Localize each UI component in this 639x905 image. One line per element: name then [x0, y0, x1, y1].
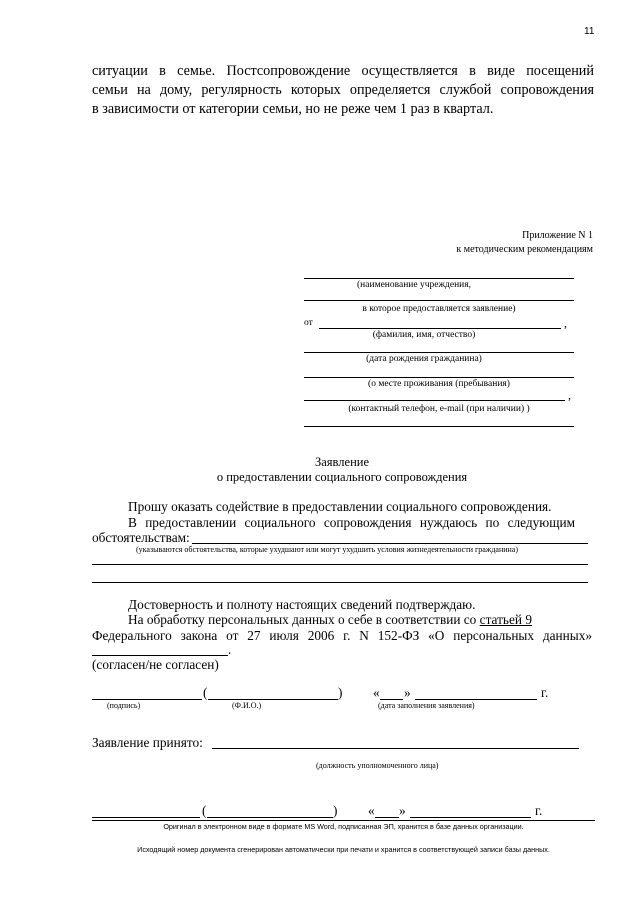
consent-line-1-text: На обработку персональных данных о себе в соответствии со	[128, 612, 477, 627]
footer-rule	[92, 820, 595, 821]
accepted-line[interactable]	[212, 748, 579, 749]
fio-sign-line[interactable]	[208, 699, 338, 700]
date-quote-close-2: »	[399, 803, 406, 818]
close-paren-2: )	[333, 803, 338, 818]
open-paren: (	[203, 685, 208, 700]
statement-subtitle: о предоставлении социального сопровождения	[216, 470, 468, 484]
page-number: 11	[584, 26, 595, 37]
footer-line-2: Исходящий номер документа сгенерирован автоматически при печати и хранится в соответствующей записи базы данных.	[137, 845, 550, 854]
date-quote-close: »	[404, 685, 411, 700]
appendix-title: Приложение N 1	[522, 230, 593, 241]
institution-line-2[interactable]	[304, 300, 574, 301]
institution-label-2: в которое предоставляется заявление)	[362, 304, 516, 314]
close-paren: )	[338, 685, 343, 700]
contact-label: (контактный телефон, e-mail (при наличии) )	[348, 404, 530, 414]
fio-line[interactable]	[319, 328, 561, 329]
appendix-heading	[456, 229, 593, 257]
signature-line-2[interactable]	[92, 817, 200, 818]
confirm-line: Достоверность и полноту настоящих сведений подтверждаю.	[128, 597, 476, 612]
position-label: (должность уполномоченного лица)	[316, 761, 439, 770]
extra-line[interactable]	[304, 426, 574, 427]
consent-line-1	[128, 612, 532, 628]
need-line: В предоставлении социального сопровождения нуждаюсь по следующим	[128, 515, 575, 530]
contact-line[interactable]	[304, 400, 565, 401]
circumstances-prefix: обстоятельствам:	[92, 530, 190, 545]
date-quote-open-2: «	[368, 803, 375, 818]
statement-heading	[92, 455, 592, 485]
date-label: (дата заполнения заявления)	[378, 701, 475, 710]
date-quote-open: «	[373, 685, 380, 700]
fio-comma: ,	[564, 316, 567, 330]
residence-label: (о месте проживания (пребывания)	[368, 379, 510, 389]
law-article-link[interactable]: статьей 9	[479, 612, 532, 627]
appendix-subtitle: к методическим рекомендациям	[456, 244, 593, 255]
statement-title: Заявление	[314, 455, 369, 469]
fio-sign-line-2[interactable]	[207, 817, 333, 818]
contact-comma: ,	[568, 388, 571, 402]
residence-line[interactable]	[304, 377, 574, 378]
consent-line[interactable]	[92, 655, 228, 656]
intro-line: семьи на дому, регулярность которых определяется службой сопровождения	[92, 82, 594, 98]
intro-line: в зависимости от категории семьи, но не реже чем 1 раз в квартал.	[92, 101, 494, 117]
birthdate-label: (дата рождения гражданина)	[366, 354, 482, 364]
signature-label: (подпись)	[107, 701, 141, 710]
birthdate-line[interactable]	[304, 352, 574, 353]
from-prefix: от	[304, 318, 313, 328]
year-suffix: г.	[541, 685, 549, 700]
year-suffix-2: г.	[535, 803, 543, 818]
accepted-label: Заявление принято:	[92, 735, 203, 750]
request-line: Прошу оказать содействие в предоставлении социального сопровождения.	[128, 499, 552, 514]
consent-choice: (согласен/не согласен)	[92, 657, 219, 672]
circumstances-line-3[interactable]	[92, 582, 588, 583]
month-line[interactable]	[415, 699, 537, 700]
intro-paragraph	[92, 62, 594, 119]
circumstances-line[interactable]	[192, 543, 588, 544]
consent-line-2: Федерального закона от 27 июля 2006 г. N 152-ФЗ «О персональных данных»	[92, 628, 592, 643]
open-paren-2: (	[202, 803, 207, 818]
signature-line[interactable]	[92, 699, 202, 700]
fio-label: (фамилия, имя, отчество)	[372, 330, 476, 340]
consent-dot: .	[228, 642, 232, 657]
intro-line: ситуации в семье. Постсопровождение осуществляется в виде посещений	[92, 63, 594, 79]
institution-label: (наименование учреждения,	[357, 280, 471, 290]
month-line-2[interactable]	[410, 817, 531, 818]
footer-line-1: Оригинал в электронном виде в формате MS Word, подписанная ЭП, хранится в базе данных организации.	[163, 822, 524, 831]
day-line[interactable]	[380, 699, 403, 700]
circumstances-line-2[interactable]	[92, 564, 588, 565]
circumstances-hint: (указываются обстоятельства, которые ухудшают или могут ухудшить условия жизнедеятельности гражданина)	[136, 545, 519, 554]
fio-label: (Ф.И.О.)	[232, 701, 262, 710]
day-line-2[interactable]	[375, 817, 399, 818]
institution-line[interactable]	[304, 278, 574, 279]
